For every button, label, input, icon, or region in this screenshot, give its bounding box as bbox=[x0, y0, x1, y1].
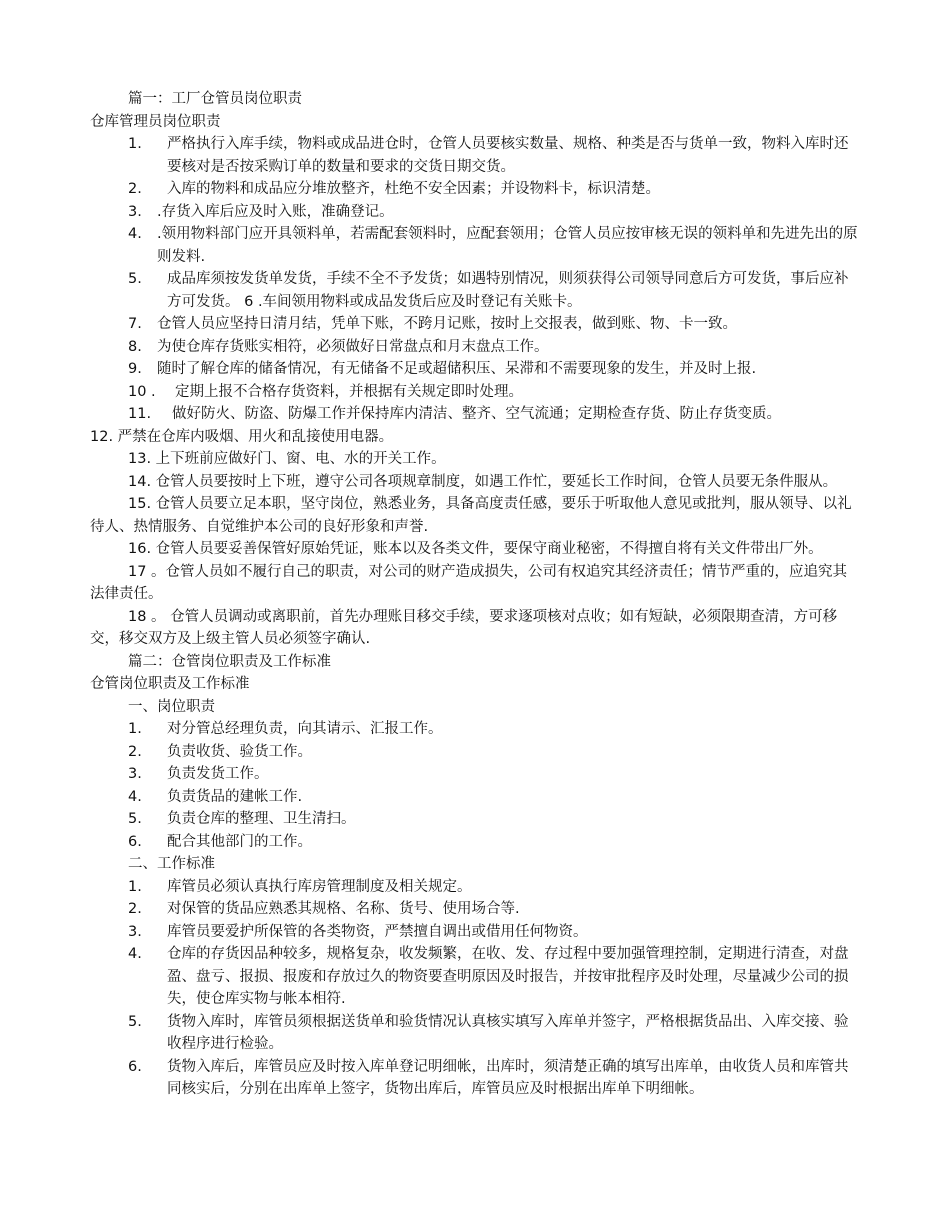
list-item bbox=[0, 898, 950, 921]
list-item bbox=[0, 876, 950, 899]
list-item bbox=[0, 178, 950, 201]
item-text: 配合其他部门的工作。 bbox=[167, 833, 312, 850]
document-page bbox=[0, 88, 950, 1101]
item-number: 7. bbox=[128, 316, 142, 332]
list-item bbox=[0, 943, 950, 1011]
item-text: 负责收货、验货工作。 bbox=[167, 743, 312, 760]
item-number: 4. bbox=[128, 946, 142, 962]
item-text: 严格执行入库手续，物料或成品进仓时，仓管人员要核实数量、规格、种类是否与货单一致，物料入库时还要核对是否按采购订单的数量和要求的交货日期交货。 bbox=[167, 136, 849, 175]
section2-title: 篇二：仓管岗位职责及工作标准 bbox=[128, 653, 331, 670]
item-number: 3. bbox=[128, 923, 142, 940]
list-item: 13. 上下班前应做好门、窗、电、水的开关工作。 bbox=[128, 451, 446, 467]
item-text: 仓管人员应坚持日清月结，凭单下账，不跨月记账，按时上交报表，做到账、物、卡一致。 bbox=[157, 316, 737, 332]
item-number: 3. bbox=[128, 203, 142, 220]
item-text: 对保管的货品应熟悉其规格、名称、货号、使用场合等. bbox=[167, 901, 520, 917]
list-item bbox=[0, 831, 950, 854]
item-text: 仓库的存货因品种较多，规格复杂，收发频繁，在收、发、存过程中要加强管理控制，定期进行清查，对盘盈、盘亏、报损、报废和存放过久的物资要查明原因及时报告，并按审批程序及时处理，尽量减少公司的损失，使仓库实物与帐本相符. bbox=[167, 946, 849, 1007]
item-text: 成品库须按发货单发货，手续不全不予发货；如遇特别情况，则须获得公司领导同意后方可发货，事后应补方可发货。 6 .车间领用物料或成品发货后应及时登记有关账卡。 bbox=[167, 271, 849, 310]
item-text: 负责发货工作。 bbox=[167, 766, 269, 782]
item-number: 4. bbox=[128, 788, 142, 805]
list-item bbox=[0, 201, 950, 224]
item-text: 入库的物料和成品应分堆放整齐，杜绝不安全因素；并设物料卡，标识清楚。 bbox=[167, 181, 660, 197]
item-number: 4. bbox=[128, 226, 142, 242]
paragraph: 15. 仓管人员要立足本职，坚守岗位，熟悉业务，具备高度责任感，要乐于听取他人意见或批判，服从领导、以礼待人、热情服务、自觉维护本公司的良好形象和声誉. bbox=[90, 496, 852, 535]
item-text: 做好防火、防盗、防爆工作并保持库内清洁、整齐、空气流通；定期检查存货、防止存货变质。 bbox=[172, 406, 781, 422]
list-item bbox=[0, 741, 950, 764]
item-text: 货物入库后，库管员应及时按入库单登记明细帐，出库时，须清楚正确的填写出库单，由收货人员和库管共同核实后，分别在出库单上签字，货物出库后，库管员应及时根据出库单下明细帐。 bbox=[167, 1058, 849, 1097]
item-number: 11. bbox=[128, 406, 152, 422]
part2-title: 二、工作标准 bbox=[128, 856, 215, 872]
item-number: 9. bbox=[128, 361, 142, 377]
item-number: 3. bbox=[128, 766, 142, 782]
paragraph: 18 。 仓管人员调动或离职前，首先办理账目移交手续，要求逐项核对点收；如有短缺，必须限期查清，方可移交，移交双方及上级主管人员必须签字确认. bbox=[90, 608, 838, 647]
list-item bbox=[0, 268, 950, 313]
item-text: .领用物料部门应开具领料单，若需配套领料时，应配套领用；仓管人员应按审核无误的领料单和先进先出的原则发料. bbox=[157, 226, 858, 265]
list-item bbox=[0, 403, 950, 426]
item-number: 5. bbox=[128, 271, 142, 287]
list-item bbox=[0, 133, 950, 178]
list-item bbox=[0, 1056, 950, 1101]
item-text: 库管员要爱护所保管的各类物资，严禁擅自调出或借用任何物资。 bbox=[167, 923, 588, 940]
item-number: 8. bbox=[128, 338, 142, 355]
item-text: 负责货品的建帐工作. bbox=[167, 788, 303, 805]
part1-title: 一、岗位职责 bbox=[128, 698, 215, 715]
item-text: .存货入库后应及时入账，准确登记。 bbox=[157, 203, 394, 220]
list-item bbox=[0, 1011, 950, 1056]
item-text: 定期上报不合格存货资料，并根据有关规定即时处理。 bbox=[175, 383, 523, 400]
section2-heading: 仓管岗位职责及工作标准 bbox=[90, 676, 250, 692]
paragraph: 17 。仓管人员如不履行自己的职责，对公司的财产造成损失，公司有权追究其经济责任；情节严重的，应追究其法律责任。 bbox=[90, 563, 848, 602]
paragraph: 14. 仓管人员要按时上下班，遵守公司各项规章制度，如遇工作忙，要延长工作时间，仓管人员要无条件服从。 bbox=[128, 473, 838, 490]
item-number: 1. bbox=[128, 721, 142, 737]
item-number: 6. bbox=[128, 1058, 142, 1075]
list-item bbox=[0, 718, 950, 741]
item-number: 5. bbox=[128, 811, 142, 827]
section1-heading: 仓库管理员岗位职责 bbox=[90, 113, 221, 130]
list-item bbox=[0, 336, 950, 359]
item-number: 1. bbox=[128, 878, 142, 895]
list-item bbox=[0, 808, 950, 831]
list-item bbox=[0, 313, 950, 336]
item-text: 对分管总经理负责，向其请示、汇报工作。 bbox=[167, 721, 443, 737]
item-text: 为使仓库存货账实相符，必须做好日常盘点和月末盘点工作。 bbox=[157, 338, 549, 355]
list-item bbox=[0, 786, 950, 809]
item-number: 2. bbox=[128, 901, 142, 917]
item-text: 库管员必须认真执行库房管理制度及相关规定。 bbox=[167, 878, 472, 895]
item-number: 1. bbox=[128, 136, 142, 152]
item-number: 5. bbox=[128, 1013, 142, 1030]
list-item: 12. 严禁在仓库内吸烟、用火和乱接使用电器。 bbox=[90, 428, 394, 445]
item-text: 随时了解仓库的储备情况，有无储备不足或超储积压、呆滞和不需要现象的发生，并及时上报. bbox=[157, 361, 757, 377]
list-item bbox=[0, 763, 950, 786]
list-item bbox=[0, 223, 950, 268]
list-item bbox=[0, 358, 950, 381]
item-number: 6. bbox=[128, 833, 142, 850]
item-number: 2. bbox=[128, 743, 142, 760]
item-text: 负责仓库的整理、卫生清扫。 bbox=[167, 811, 356, 827]
item-number: 10 . bbox=[128, 383, 156, 400]
list-item bbox=[0, 921, 950, 944]
list-item bbox=[0, 381, 950, 404]
item-number: 2. bbox=[128, 181, 142, 197]
section1-title: 篇一：工厂仓管员岗位职责 bbox=[128, 91, 302, 107]
item-text: 货物入库时，库管员须根据送货单和验货情况认真核实填写入库单并签字，严格根据货品出、入库交接、验收程序进行检验。 bbox=[167, 1013, 849, 1052]
paragraph: 16. 仓管人员要妥善保管好原始凭证，账本以及各类文件，要保守商业秘密，不得擅自将有关文件带出厂外。 bbox=[128, 541, 823, 557]
